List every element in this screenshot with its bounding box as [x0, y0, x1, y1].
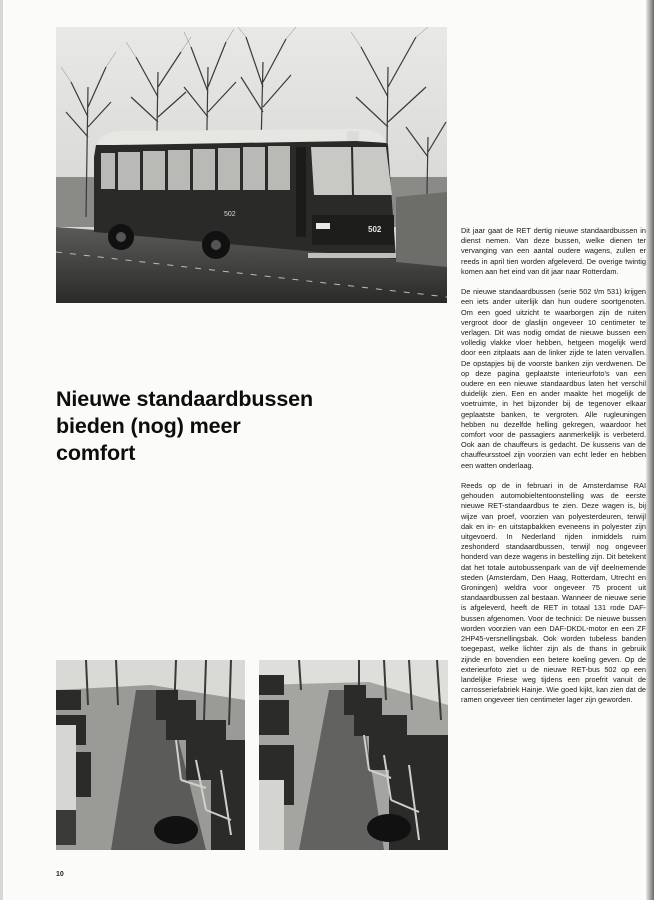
page-number: 10 — [56, 871, 64, 878]
interior-old-bus-photo — [56, 660, 245, 850]
headline-line-2: bieden (nog) meer — [56, 414, 241, 438]
exterior-bus-illustration — [56, 27, 447, 303]
paragraph-design: De nieuwe standaardbussen (serie 502 t/m 531) krijgen een iets ander uiterlijk dan hun oudere soortgenoten. Om een goed uitzicht te waarborgen zijn de ruiten vergroot door de glaslijn ongeveer 10 centimeter te verlagen. Dit was nodig omdat de nieuwe bussen een volledig vlakke vloer hebben, hetgeen mogelijk werd door een zitplaats aan de linker zijde te laten vervallen. De opstapjes bij de voorste banken zijn verdwenen. De op deze pagina geplaatste interieurfoto's van een oudere en een nieuwe standaardbus laten het verschil duidelijk zien. Een en ander maakte het mogelijk de voetruimte, in het bijzonder bij de tegenover elkaar geplaatste banken, te vergroten. Alle rugleuningen hebben nu dezelfde helling gekregen, waardoor het comfort voor de passagiers aanmerkelijk is verbeterd. Ook aan de chauffeurs is gedacht. De kussens van de chauffeursstoel zijn voorzien van echt leder en hebben een watten onderlaag. — [461, 287, 646, 470]
exterior-bus-photo — [56, 27, 447, 303]
bus-front-number: 502 — [368, 225, 382, 234]
article-body — [461, 226, 646, 716]
paragraph-details: Reeds op de in februari in de Amsterdamse RAI gehouden automobieltentoonstelling was de eerste nieuwe RET-standaardbus te zien. Deze wagen is, bij wijze van proef, voorzien van polyesterdeuren, terwijl dak en in- en uitstapbakken eveneens in polyester zijn uitgevoerd. In Nederland rijden inmiddels ruim zeshonderd standaardbussen, terwijl nog ongeveer honderd van deze wagens in bestelling zijn. Dit betekent dat het totale autobussenpark van de vijf deelnemende steden (Amsterdam, Den Haag, Rotterdam, Utrecht en Groningen) weldra voor ongeveer 75 procent uit standaardbussen zal bestaan. Wanneer de nieuwe serie is afgeleverd, heeft de RET in totaal 131 rode DAF-bussen afgenomen. Voor de technici: De nieuwe bussen worden voorzien van een DAF-DKDL-motor en een ZF 2HP45-versnellingsbak. Ook worden tubeless banden toegepast, welke lichter zijn als de thans in gebruik zijnde en bovendien een betere koeling geven. Op de exterieurfoto ziet u de nieuwe RET-bus 502 op een landelijke Friese weg tijdens een proefrit vanuit de carrosseriefabriek Hainje. Wie goed kijkt, kan zien dat de ramen ongeveer tien centimeter lager zijn geworden. — [461, 481, 646, 705]
page-edge-left — [0, 0, 3, 900]
headline-line-1: Nieuwe standaardbussen — [56, 387, 314, 411]
interior-new-bus-photo — [259, 660, 448, 850]
bus-side-number: 502 — [224, 211, 236, 218]
page-edge-right — [646, 0, 654, 900]
article-headline — [56, 386, 386, 467]
headline-line-3: comfort — [56, 441, 136, 465]
interior-old-bus-illustration — [56, 660, 245, 850]
paragraph-intro: Dit jaar gaat de RET dertig nieuwe standaardbussen in dienst nemen. Van deze bussen, welke dienen ter vervanging van een aantal oudere wagens, zullen er reeds in april tien worden afgeleverd. De overige twintig komen aan het eind van dit jaar naar Rotterdam. — [461, 226, 646, 276]
interior-new-bus-illustration — [259, 660, 448, 850]
